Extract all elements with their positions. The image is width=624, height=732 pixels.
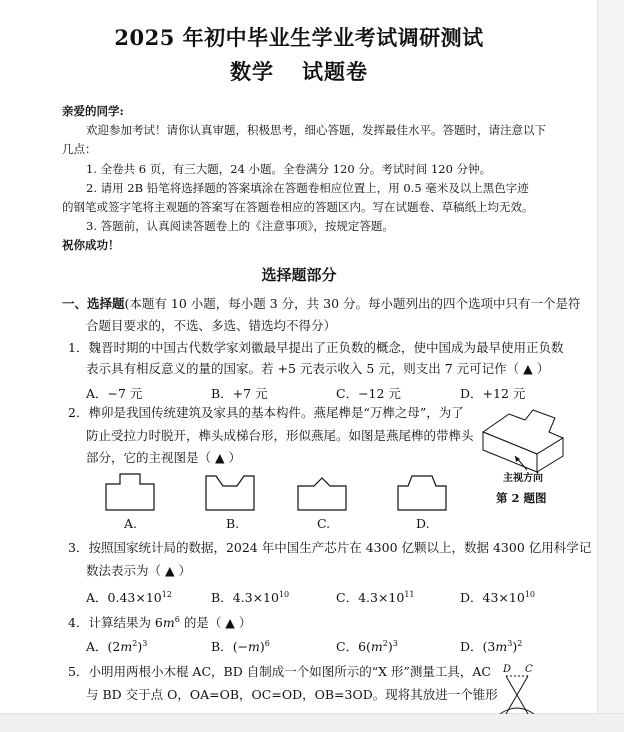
q2-option-b-shape bbox=[200, 472, 260, 514]
q5-stem-line1: 5．小明用两根小木棍 AC，BD 自制成一个如图所示的“X 形”测量工具，AC bbox=[68, 664, 491, 679]
q2-option-d-shape bbox=[392, 472, 452, 514]
paper-label: 试题卷 bbox=[302, 59, 368, 84]
q1-option-a: A．−7 元 bbox=[86, 386, 143, 401]
q2-stem-line2: 防止受拉力时脱开，榫头成梯台形，形似燕尾。如图是燕尾榫的带榫头 bbox=[86, 428, 474, 443]
viewer-scrollbar-track[interactable] bbox=[597, 0, 624, 732]
q3-stem-line1: 3．按照国家统计局的数据，2024 年中国生产芯片在 4300 亿颗以上，数据 4300 亿用科学记 bbox=[68, 540, 592, 555]
q2-dovetail-figure bbox=[475, 402, 575, 478]
q2-option-d-label: D. bbox=[416, 516, 430, 531]
part1-heading bbox=[62, 296, 581, 312]
notice-item-2-line2: 的钢笔或签字笔将主观题的答案写在答题卷相应的答题区内。写在试题卷、草稿纸上均无效。 bbox=[62, 200, 534, 214]
q3-option-a: A．$0.43\times 10^{12}$ bbox=[86, 589, 172, 605]
q1-option-b: B．+7 元 bbox=[211, 386, 268, 401]
q2-option-b-label: B. bbox=[226, 516, 240, 531]
notice-item-1: 1. 全卷共 6 页，有三大题，24 小题。全卷满分 120 分。考试时间 120 分钟。 bbox=[86, 162, 492, 176]
q1-stem-line1: 1．魏晋时期的中国古代数学家刘徽最早提出了正负数的概念，使中国成为最早使用正负数 bbox=[68, 340, 564, 355]
subject-label: 数学 bbox=[230, 59, 274, 84]
page-bottom-edge bbox=[0, 713, 624, 732]
q5-figure-label-d: D bbox=[503, 664, 512, 675]
q1-stem-line2: 表示具有相反意义的量的国家。若 +5 元表示收入 5 元，则支出 7 元可记作（ ▲ ） bbox=[86, 361, 550, 376]
q2-option-a-label: A. bbox=[124, 516, 138, 531]
q1-option-c: C．−12 元 bbox=[336, 386, 401, 401]
q2-figure-caption: 第 2 题图 bbox=[496, 491, 547, 505]
q4-option-d: D．$(3m^3)^2$ bbox=[460, 638, 523, 654]
notice-item-2-line1: 2. 请用 2B 铅笔将选择题的答案填涂在答题卷相应位置上，用 0.5 毫米及以上黑色字迹 bbox=[86, 181, 529, 195]
exam-title: 2025 年初中毕业生学业考试调研测试 bbox=[114, 25, 484, 50]
notice-greeting: 亲爱的同学: bbox=[62, 104, 124, 118]
notice-intro-line1: 欢迎参加考试！请你认真审题，积极思考，细心答题，发挥最佳水平。答题时，请注意以下 bbox=[86, 123, 546, 137]
part1-heading-label: 一、选择题 bbox=[62, 296, 125, 311]
notice-closing: 祝你成功！ bbox=[62, 238, 120, 252]
q4-option-a: A．$(2m^2)^3$ bbox=[86, 638, 148, 654]
q4-stem: 4．计算结果为 $6m^6$ 的是（ ▲ ） bbox=[68, 615, 252, 631]
q5-x-tool-figure bbox=[498, 672, 538, 714]
q3-option-b: B．$4.3\times 10^{10}$ bbox=[211, 589, 290, 605]
exam-subtitle bbox=[0, 56, 598, 86]
q2-stem-line3: 部分，它的主视图是（ ▲ ） bbox=[86, 450, 242, 465]
q5-figure-label-c: C bbox=[525, 664, 533, 675]
notice-item-3: 3. 答题前，认真阅读答题卷上的《注意事项》，按规定答题。 bbox=[86, 219, 394, 233]
part1-heading-text: (本题有 10 小题，每小题 3 分，共 30 分。每小题列出的四个选项中只有一个是符 bbox=[124, 296, 581, 311]
part1-heading-line2: 合题目要求的，不选、多选、错选均不得分） bbox=[86, 318, 337, 333]
q4-option-c: C．$6(m^2)^3$ bbox=[336, 638, 398, 654]
notice-intro-line2: 几点： bbox=[62, 142, 97, 156]
q3-option-c: C．$4.3\times 10^{11}$ bbox=[336, 589, 415, 605]
q3-option-d: D．$43\times 10^{10}$ bbox=[460, 589, 536, 605]
q2-stem-line1: 2．榫卯是我国传统建筑及家具的基本构件。燕尾榫是“万榫之母”，为了 bbox=[68, 405, 464, 420]
section-title: 选择题部分 bbox=[261, 266, 337, 284]
q2-view-direction-label: 主视方向 bbox=[503, 473, 543, 484]
q1-option-d: D．+12 元 bbox=[460, 386, 526, 401]
q4-option-b: B．$(-m)^6$ bbox=[211, 638, 270, 654]
q3-stem-line2: 数法表示为（ ▲ ） bbox=[86, 563, 192, 578]
q5-stem-line2: 与 BD 交于点 O，OA=OB，OC=OD，OB=3OD。现将其放进一个锥形 bbox=[86, 687, 498, 702]
q2-option-c-label: C. bbox=[317, 516, 331, 531]
q2-option-c-shape bbox=[292, 472, 352, 514]
q2-option-a-shape bbox=[100, 472, 160, 514]
